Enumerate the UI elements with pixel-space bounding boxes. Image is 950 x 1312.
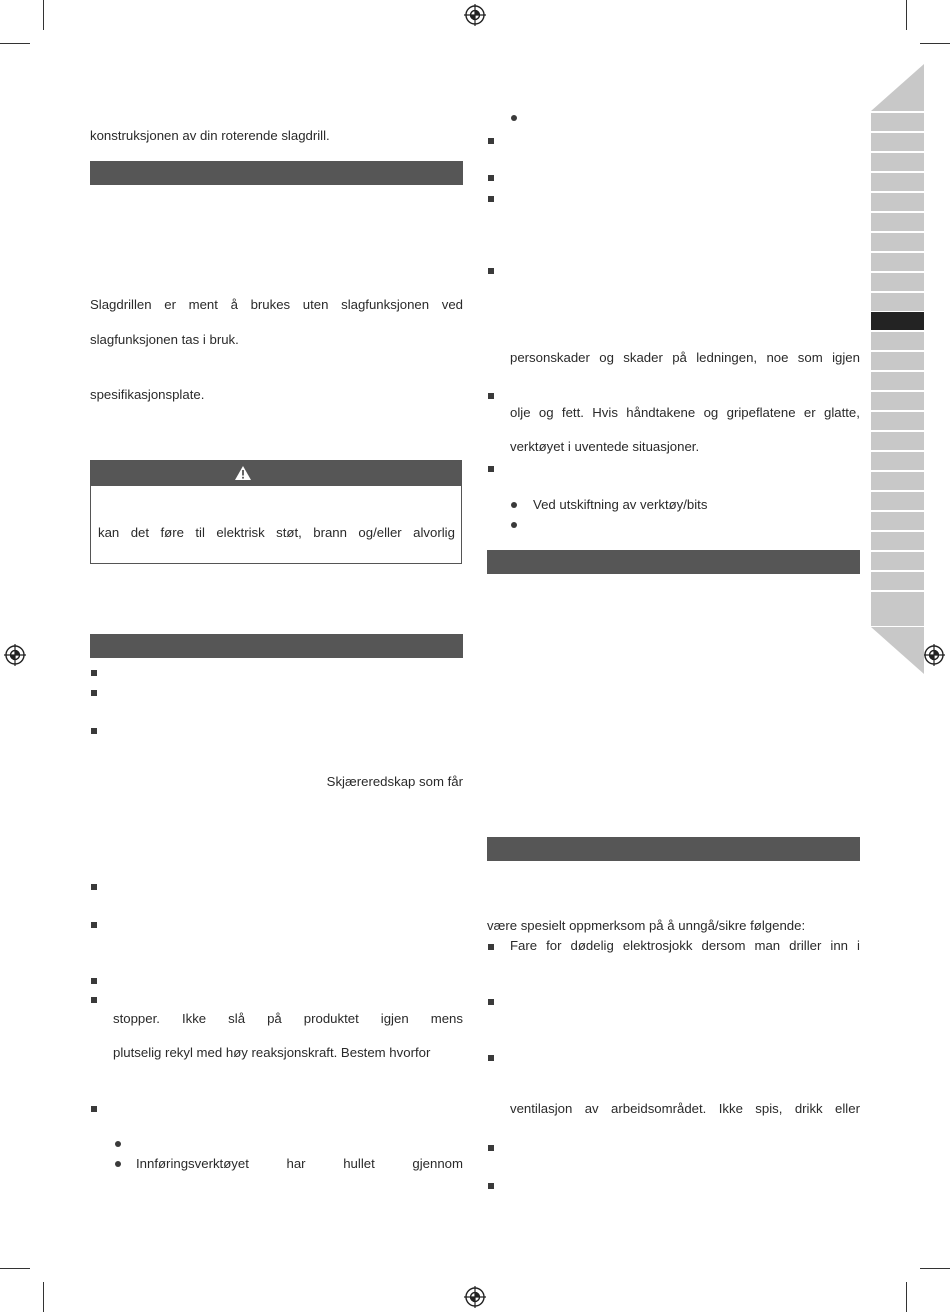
language-tab[interactable] [871,213,924,231]
language-tab[interactable] [871,173,924,191]
text-line-justified: Slagdrillen er ment å brukes uten slagfunksjonen ved [90,297,463,312]
language-tab[interactable] [871,512,924,530]
bullet-square [488,1055,494,1061]
language-tab[interactable] [871,293,924,311]
registration-mark-icon [464,1286,486,1308]
text-line: spesifikasjonsplate. [90,387,205,402]
tab-stack-bottom-triangle [871,627,925,675]
bullet-square [488,196,494,202]
language-tab[interactable] [871,610,924,626]
language-tab[interactable] [871,193,924,211]
bullet-square [91,997,97,1003]
crop-mark-top-right-h [920,43,950,44]
bullet-square [488,175,494,181]
language-tab[interactable] [871,332,924,350]
bullet-square [488,466,494,472]
text-line-justified: olje og fett. Hvis håndtakene og gripeflatene er glatte, [510,405,860,420]
language-tab[interactable] [871,253,924,271]
bullet-square [488,944,494,950]
crop-mark-bottom-right-v [906,1282,907,1312]
text-line-justified: personskader og skader på ledningen, noe som igjen [510,350,860,365]
bullet-square [488,138,494,144]
language-tab[interactable] [871,153,924,171]
bullet-square [488,1145,494,1151]
language-tab[interactable] [871,273,924,291]
bullet-square [488,999,494,1005]
bullet-square [91,1106,97,1112]
crop-mark-bottom-left-v [43,1282,44,1312]
language-tab[interactable] [871,552,924,570]
crop-mark-top-left-v [43,0,44,30]
crop-mark-bottom-left-h [0,1268,30,1269]
bullet-square [91,690,97,696]
bullet-square [91,978,97,984]
section-header-bar [487,550,860,574]
language-tab[interactable] [871,233,924,251]
bullet-square [488,393,494,399]
language-tab[interactable] [871,372,924,390]
text-line: verktøyet i uventede situasjoner. [510,439,700,454]
crop-mark-bottom-right-h [920,1268,950,1269]
language-tab[interactable] [871,392,924,410]
text-line: Skjæreredskap som får [326,774,463,789]
language-tab[interactable] [871,472,924,490]
text-line: Ved utskiftning av verktøy/bits [533,497,708,512]
language-tab[interactable] [871,492,924,510]
text-line: plutselig rekyl med høy reaksjonskraft. Bestem hvorfor [113,1045,431,1060]
warning-box [90,460,462,564]
text-line-justified: Innføringsverktøyet har hullet gjennom [136,1156,463,1171]
bullet-square [91,670,97,676]
section-header-bar [90,634,463,658]
language-tab-active[interactable] [871,312,924,330]
bullet-dot [511,502,517,508]
warning-triangle-icon [234,465,252,481]
language-tab[interactable] [871,432,924,450]
text-line-justified: Fare for dødelig elektrosjokk dersom man driller inn i [510,938,860,953]
section-header-bar [90,161,463,185]
language-tab[interactable] [871,113,924,131]
text-line: konstruksjonen av din roterende slagdrill. [90,128,330,143]
text-line: slagfunksjonen tas i bruk. [90,332,239,347]
language-tab[interactable] [871,412,924,430]
section-header-bar [487,837,860,861]
bullet-square [91,728,97,734]
language-tab[interactable] [871,352,924,370]
crop-mark-top-right-v [906,0,907,30]
bullet-square [488,268,494,274]
warning-header [91,461,461,486]
language-tab[interactable] [871,592,924,610]
registration-mark-icon [923,644,945,666]
crop-mark-top-left-h [0,43,30,44]
tab-stack-top-triangle [871,64,925,112]
bullet-dot [115,1161,121,1167]
text-line-justified: stopper. Ikke slå på produktet igjen mens [113,1011,463,1026]
bullet-square [91,884,97,890]
registration-mark-icon [4,644,26,666]
language-tab[interactable] [871,572,924,590]
bullet-dot [511,115,517,121]
text-line-justified: ventilasjon av arbeidsområdet. Ikke spis, drikk eller [510,1101,860,1116]
language-tab[interactable] [871,532,924,550]
bullet-square [488,1183,494,1189]
bullet-square [91,922,97,928]
warning-text-line: kan det føre til elektrisk støt, brann og/eller alvorlig [98,525,455,540]
registration-mark-icon [464,4,486,26]
bullet-dot [115,1141,121,1147]
text-line: være spesielt oppmerksom på å unngå/sikre følgende: [487,918,806,933]
language-tab[interactable] [871,133,924,151]
bullet-dot [511,522,517,528]
language-tab[interactable] [871,452,924,470]
